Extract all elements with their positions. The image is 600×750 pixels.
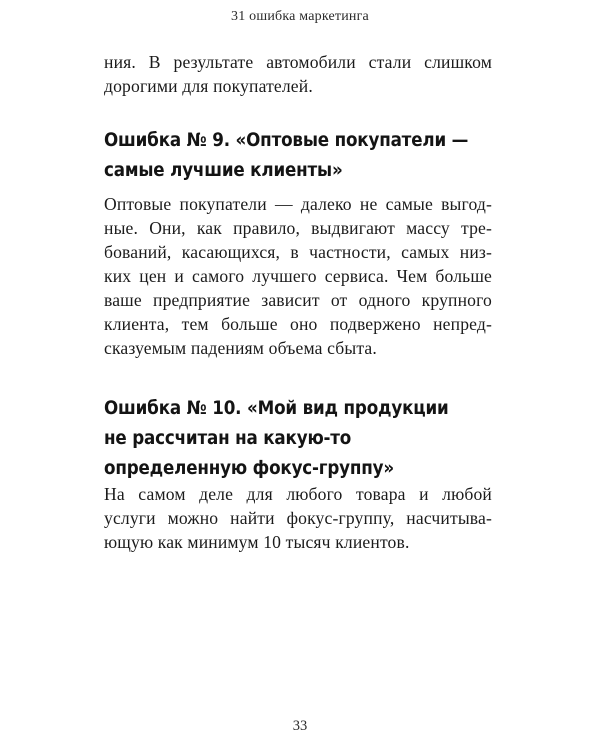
heading-line: Ошибка № 9. «Оптовые покупатели — [104, 130, 469, 151]
continuation-paragraph [104, 50, 492, 98]
text-line: Оптовые покупатели — далеко не самые выгод- [104, 194, 492, 214]
text-line: бований, касающихся, в частности, самых низ- [104, 242, 492, 262]
heading-line: самые лучшие клиенты» [104, 160, 343, 181]
text-line: дорогими для покупателей. [104, 76, 313, 96]
text-line: клиента, тем больше оно подвержено непред- [104, 314, 492, 334]
heading-line: Ошибка № 10. «Мой вид продукции [104, 398, 449, 419]
page-number: 33 [292, 718, 308, 734]
text-line: услуги можно найти фокус-группу, насчитыва- [104, 508, 492, 528]
heading-mistake-10 [104, 394, 504, 484]
paragraph-mistake-9 [104, 192, 492, 360]
text-line: На самом деле для любого товара и любой [104, 484, 492, 504]
heading-mistake-9 [104, 126, 504, 186]
text-line: ваше предприятие зависит от одного крупного [104, 290, 492, 310]
text-line: ющую как минимум 10 тысяч клиентов. [104, 532, 410, 552]
running-header: 31 ошибка маркетинга [231, 9, 369, 24]
text-line: ные. Они, как правило, выдвигают массу тре- [104, 218, 492, 238]
paragraph-mistake-10 [104, 482, 492, 554]
heading-line: не рассчитан на какую-то [104, 428, 352, 449]
heading-line: определенную фокус-группу» [104, 458, 395, 479]
text-line: ких цен и самого лучшего сервиса. Чем больше [104, 266, 492, 286]
text-line: сказуемым падениям объема сбыта. [104, 338, 377, 358]
text-line: ния. В результате автомобили стали слишком [104, 52, 492, 72]
